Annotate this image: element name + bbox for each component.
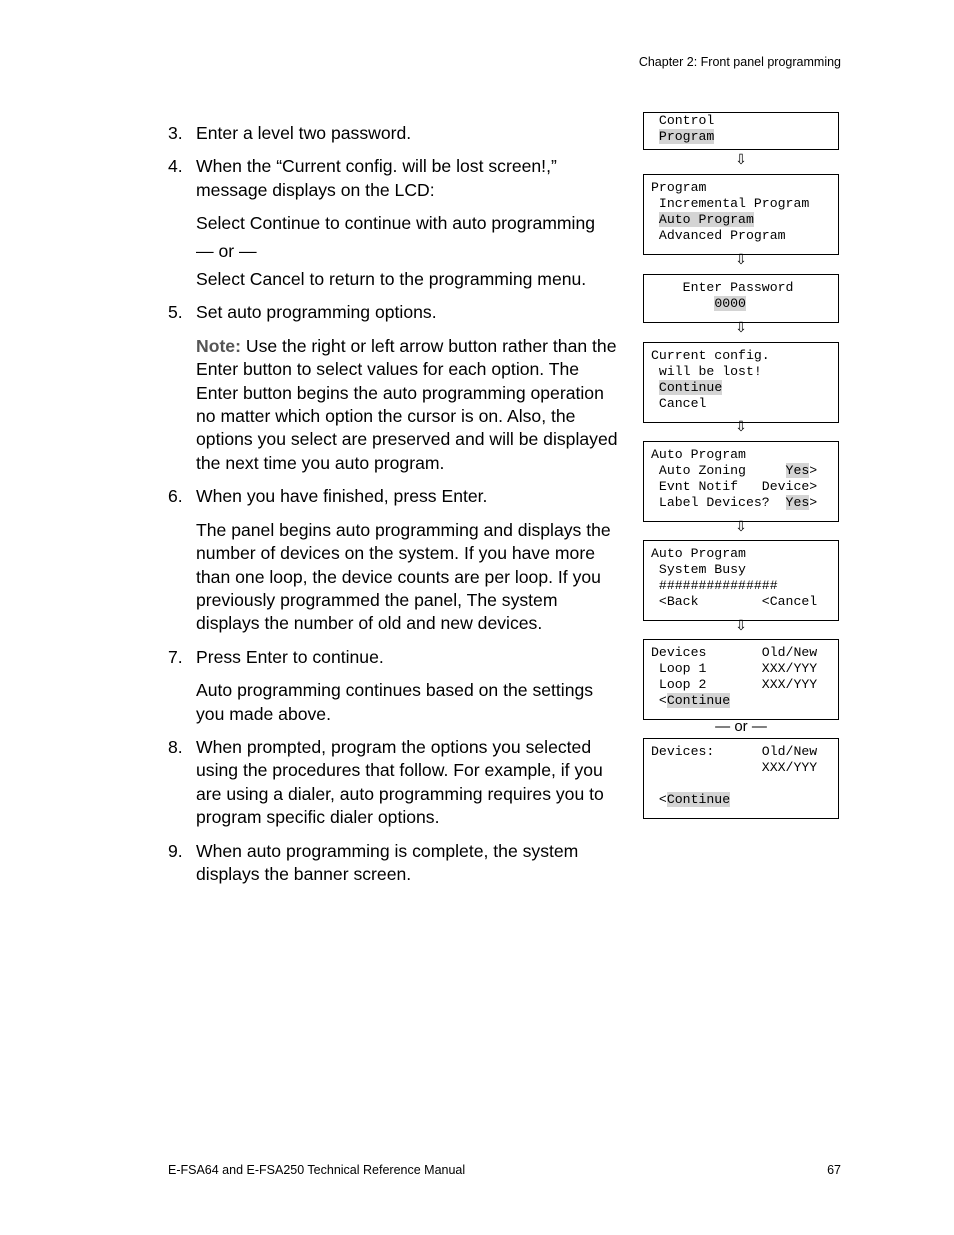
lcd-text: > — [809, 495, 818, 510]
step-text: When prompted, program the options you selected using the procedures that follow. For example, if you are using a dialer, auto programming requires you to program specific dialer options. — [196, 736, 604, 828]
lcd-line — [644, 578, 838, 594]
down-arrow-icon: ⇩ — [735, 419, 747, 435]
lcd-text: Loop 2 XXX/YYY — [651, 677, 818, 692]
lcd-highlighted-option: Auto Program — [658, 212, 754, 227]
step-3 — [168, 122, 623, 145]
lcd-screen — [643, 174, 839, 255]
lcd-text: Label Devices? — [651, 495, 786, 510]
lcd-line — [644, 645, 838, 661]
lcd-line — [644, 196, 838, 212]
lcd-text: Devices Old/New — [651, 645, 818, 660]
lcd-text: Auto Program — [651, 546, 746, 561]
step-5 — [168, 301, 623, 324]
lcd-highlighted-option: Continue — [666, 693, 731, 708]
lcd-text: will be lost! — [651, 364, 762, 379]
lcd-text: Control — [651, 113, 715, 128]
lcd-screen — [643, 112, 839, 150]
step-4 — [168, 155, 623, 202]
step-text: When auto programming is complete, the system displays the banner screen. — [196, 840, 579, 884]
step-text: When you have finished, press Enter. — [196, 486, 488, 507]
step-6 — [168, 485, 623, 508]
step-8 — [168, 736, 623, 830]
lcd-text: Program — [651, 180, 707, 195]
step-number: 7. — [168, 646, 183, 667]
step-text: Set auto programming options. — [196, 302, 437, 323]
step-7 — [168, 646, 623, 669]
lcd-line — [644, 212, 838, 228]
lcd-text — [651, 212, 659, 227]
step-number: 6. — [168, 486, 183, 507]
footer-manual-title: E-FSA64 and E-FSA250 Technical Reference Manual — [168, 1163, 466, 1177]
lcd-line — [644, 364, 838, 380]
lcd-line — [644, 180, 838, 196]
lcd-line — [644, 113, 838, 129]
lcd-text: Loop 1 XXX/YYY — [651, 661, 818, 676]
lcd-screen — [643, 441, 839, 522]
lcd-line — [644, 380, 838, 396]
lcd-line — [644, 495, 838, 511]
lcd-text: < — [651, 693, 667, 708]
down-arrow-icon: ⇩ — [735, 252, 747, 268]
step-number: 9. — [168, 840, 183, 861]
lcd-line — [644, 479, 838, 495]
step-text: Press Enter to continue. — [196, 646, 384, 667]
lcd-screen — [643, 540, 839, 621]
lcd-highlighted-option: Yes — [785, 495, 810, 510]
lcd-text: < — [651, 792, 667, 807]
lcd-line — [644, 744, 838, 760]
lcd-text: Current config. — [651, 348, 770, 363]
lcd-text: Auto Zoning — [651, 463, 786, 478]
lcd-text: Devices: Old/New — [651, 744, 818, 759]
lcd-text: ############### — [651, 578, 778, 593]
lcd-text: Evnt Notif Device> — [651, 479, 818, 494]
step-paragraph: Select Continue to continue with auto programming — [196, 213, 596, 234]
lcd-line — [644, 348, 838, 364]
lcd-line — [644, 447, 838, 463]
lcd-text: > — [809, 463, 818, 478]
lcd-text: Incremental Program — [651, 196, 810, 211]
lcd-text: XXX/YYY — [651, 760, 818, 775]
lcd-screen — [643, 342, 839, 423]
lcd-line — [644, 280, 838, 296]
lcd-line — [644, 463, 838, 479]
lcd-line — [644, 396, 838, 412]
note-text: Use the right or left arrow button rather than the Enter button to select values for each option. The Enter button begins the auto programming operation no matter which option the cursor is on. Also, the options you select are preserved and will be displayed the next time you auto program. — [196, 335, 618, 473]
step-number: 4. — [168, 156, 183, 177]
step-number: 5. — [168, 302, 183, 323]
lcd-highlighted-option: Continue — [666, 792, 731, 807]
note-paragraph — [196, 335, 623, 475]
instruction-steps — [168, 122, 623, 886]
or-separator: — or — — [196, 240, 257, 261]
step-text: Enter a level two password. — [196, 123, 412, 143]
lcd-line — [644, 760, 838, 776]
lcd-text: Cancel — [651, 396, 707, 411]
lcd-line — [644, 228, 838, 244]
step-9 — [168, 840, 623, 887]
lcd-highlighted-option: Continue — [658, 380, 723, 395]
lcd-line — [644, 677, 838, 693]
lcd-text — [651, 129, 659, 144]
step-text: When the “Current config. will be lost screen!,” message displays on the LCD: — [196, 156, 557, 200]
note-label: Note: — [196, 335, 241, 356]
lcd-highlighted-option: 0000 — [714, 296, 746, 311]
down-arrow-icon: ⇩ — [735, 519, 747, 535]
down-arrow-icon: ⇩ — [735, 320, 747, 336]
lcd-line — [644, 546, 838, 562]
lcd-line — [644, 776, 838, 792]
lcd-line — [644, 792, 838, 808]
lcd-text — [651, 296, 714, 311]
lcd-line — [644, 661, 838, 677]
lcd-highlighted-option: Yes — [785, 463, 810, 478]
lcd-line — [644, 296, 838, 312]
step-paragraph: Select Cancel to return to the programming menu. — [196, 269, 587, 290]
lcd-line — [644, 562, 838, 578]
or-separator: — or — — [715, 718, 767, 735]
step-paragraph: Auto programming continues based on the settings you made above. — [196, 680, 594, 724]
page-number: 67 — [827, 1163, 841, 1177]
lcd-screen — [643, 639, 839, 720]
lcd-text: Auto Program — [651, 447, 746, 462]
lcd-line — [644, 594, 838, 610]
lcd-text: System Busy — [651, 562, 746, 577]
lcd-highlighted-option: Program — [658, 129, 715, 144]
step-number: 8. — [168, 736, 183, 757]
lcd-text: Advanced Program — [651, 228, 786, 243]
lcd-screen — [643, 738, 839, 819]
lcd-line — [644, 693, 838, 709]
lcd-text: <Back <Cancel — [651, 594, 818, 609]
lcd-text: Enter Password — [651, 280, 794, 295]
lcd-text — [651, 380, 659, 395]
page-header: Chapter 2: Front panel programming — [638, 55, 841, 69]
lcd-screen — [643, 274, 839, 323]
lcd-line — [644, 129, 838, 145]
down-arrow-icon: ⇩ — [735, 618, 747, 634]
down-arrow-icon: ⇩ — [735, 152, 747, 168]
step-number: 3. — [168, 123, 183, 143]
step-paragraph: The panel begins auto programming and displays the number of devices on the system. If you have more than one loop, the device counts are per loop. If you previously programmed the panel, The system displays the number of old and new devices. — [196, 519, 611, 634]
